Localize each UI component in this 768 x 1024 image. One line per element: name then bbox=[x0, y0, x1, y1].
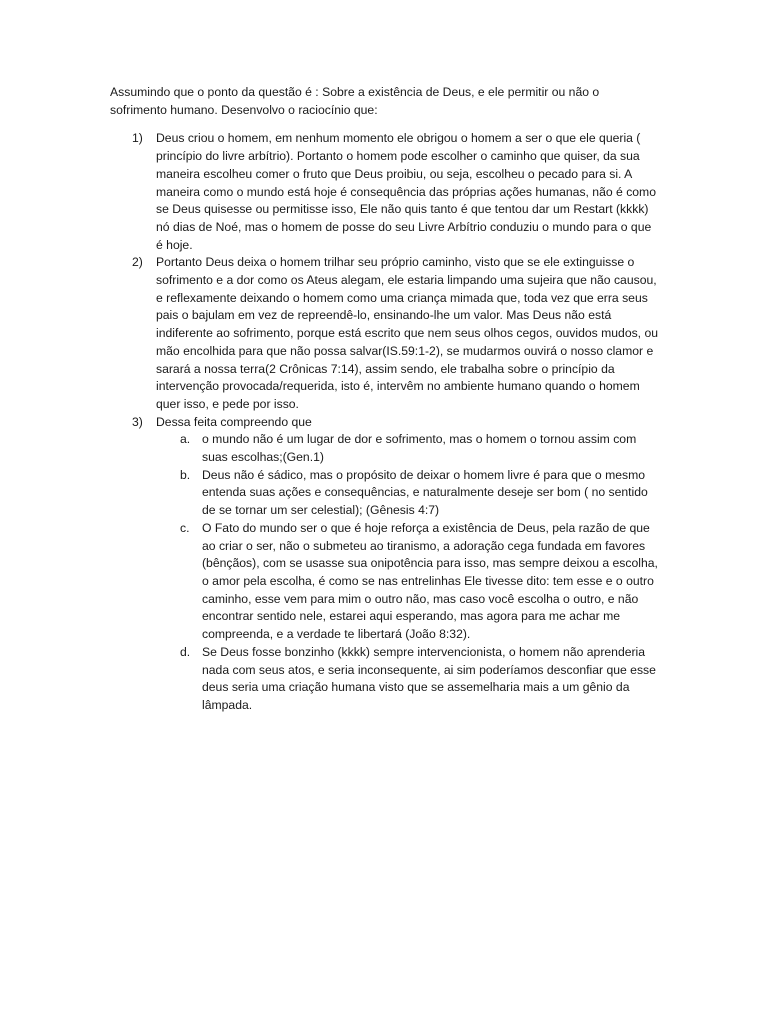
intro-paragraph: Assumindo que o ponto da questão é : Sobre a existência de Deus, e ele permitir ou não o sofrimento humano. Desenvolvo o raciocínio que: bbox=[110, 85, 600, 117]
sublist-item-text: Deus não é sádico, mas o propósito de deixar o homem livre é para que o mesmo entenda suas ações e consequências, e naturalmente deseje ser bom ( no sentido de se tornar um ser celestial); (Gênesis 4:7) bbox=[202, 467, 648, 518]
sublist-letter: b. bbox=[180, 467, 191, 482]
sublist-item-c bbox=[110, 520, 658, 644]
sublist-letter: c. bbox=[180, 520, 190, 535]
list-item-3 bbox=[110, 414, 658, 432]
sublist-item-b bbox=[110, 467, 658, 520]
sublist-item-a bbox=[110, 431, 658, 466]
list-number: 2) bbox=[132, 255, 143, 270]
sublist-letter: d. bbox=[180, 644, 191, 659]
sublist-item-d bbox=[110, 644, 658, 715]
list-number: 1) bbox=[132, 131, 143, 146]
list-item-text: Portanto Deus deixa o homem trilhar seu próprio caminho, visto que se ele extinguisse o sofrimento e a dor como os Ateus alegam, ele estaria limpando uma sujeira que não causou, e reflexamente deixando o homem como uma criança mimada que, toda vez que erra seus pais o bajulam em vez de repreendê-lo, ensinando-lhe um valor. Mas Deus não está indiferente ao sofrimento, porque está escrito que nem seus olhos cegos, ouvidos mudos, ou mão encolhida para que não possa salvar(IS.59:1-2), se mudarmos ouvirá o nosso clamor e sarará a nossa terra(2 Crônicas 7:14), assim sendo, ele trabalha sobre o princípio da intervenção provocada/requerida, isto é, intervêm no ambiente humano quando o homem quer isso, e pede por isso. bbox=[156, 255, 659, 411]
list-item-2 bbox=[110, 254, 658, 413]
sublist-item-text: O Fato do mundo ser o que é hoje reforça a existência de Deus, pela razão de que ao criar o ser, não o submeteu ao tiranismo, a adoração cega fundada em favores (bênçãos), com se usasse sua onipotência para isso, mas sempre deixou a escolha, o amor pela escolha, é como se nas entrelinhas Ele tivesse dito: tem esse e o outro caminho, esse vem para mim o outro não, mas caso você escolha o outro, e não encontrar sentido nele, estarei aqui esperando, mas agora para me achar me compreenda, e a verdade te libertará (João 8:32). bbox=[202, 520, 658, 642]
sublist-item-text: Se Deus fosse bonzinho (kkkk) sempre intervencionista, o homem não aprenderia nada com seus atos, e seria inconsequente, ai sim poderíamos desconfiar que esse deus seria uma criação humana visto que se assemelharia mais a um gênio da lâmpada. bbox=[202, 644, 656, 712]
list-item-text: Dessa feita compreendo que bbox=[156, 414, 312, 429]
sublist-item-text: o mundo não é um lugar de dor e sofrimento, mas o homem o tornou assim com suas escolhas;(Gen.1) bbox=[202, 432, 637, 465]
list-number: 3) bbox=[132, 414, 143, 429]
document-body bbox=[110, 84, 658, 715]
sublist-letter: a. bbox=[180, 432, 191, 447]
list-item-text: Deus criou o homem, em nenhum momento ele obrigou o homem a ser o que ele queria ( princípio do livre arbítrio). Portanto o homem pode escolher o caminho que quiser, da sua maneira escolheu comer o fruto que Deus proibiu, ou seja, escolheu o pecado para si. A maneira como o mundo está hoje é consequência das próprias ações humanas, não é como se Deus quisesse ou permitisse isso, Ele não quis tanto é que tentou dar um Restart (kkkk) nó dias de Noé, mas o homem de posse do seu Livre Arbítrio conduziu o mundo para o que é hoje. bbox=[156, 131, 656, 252]
list-item-1 bbox=[110, 130, 658, 254]
